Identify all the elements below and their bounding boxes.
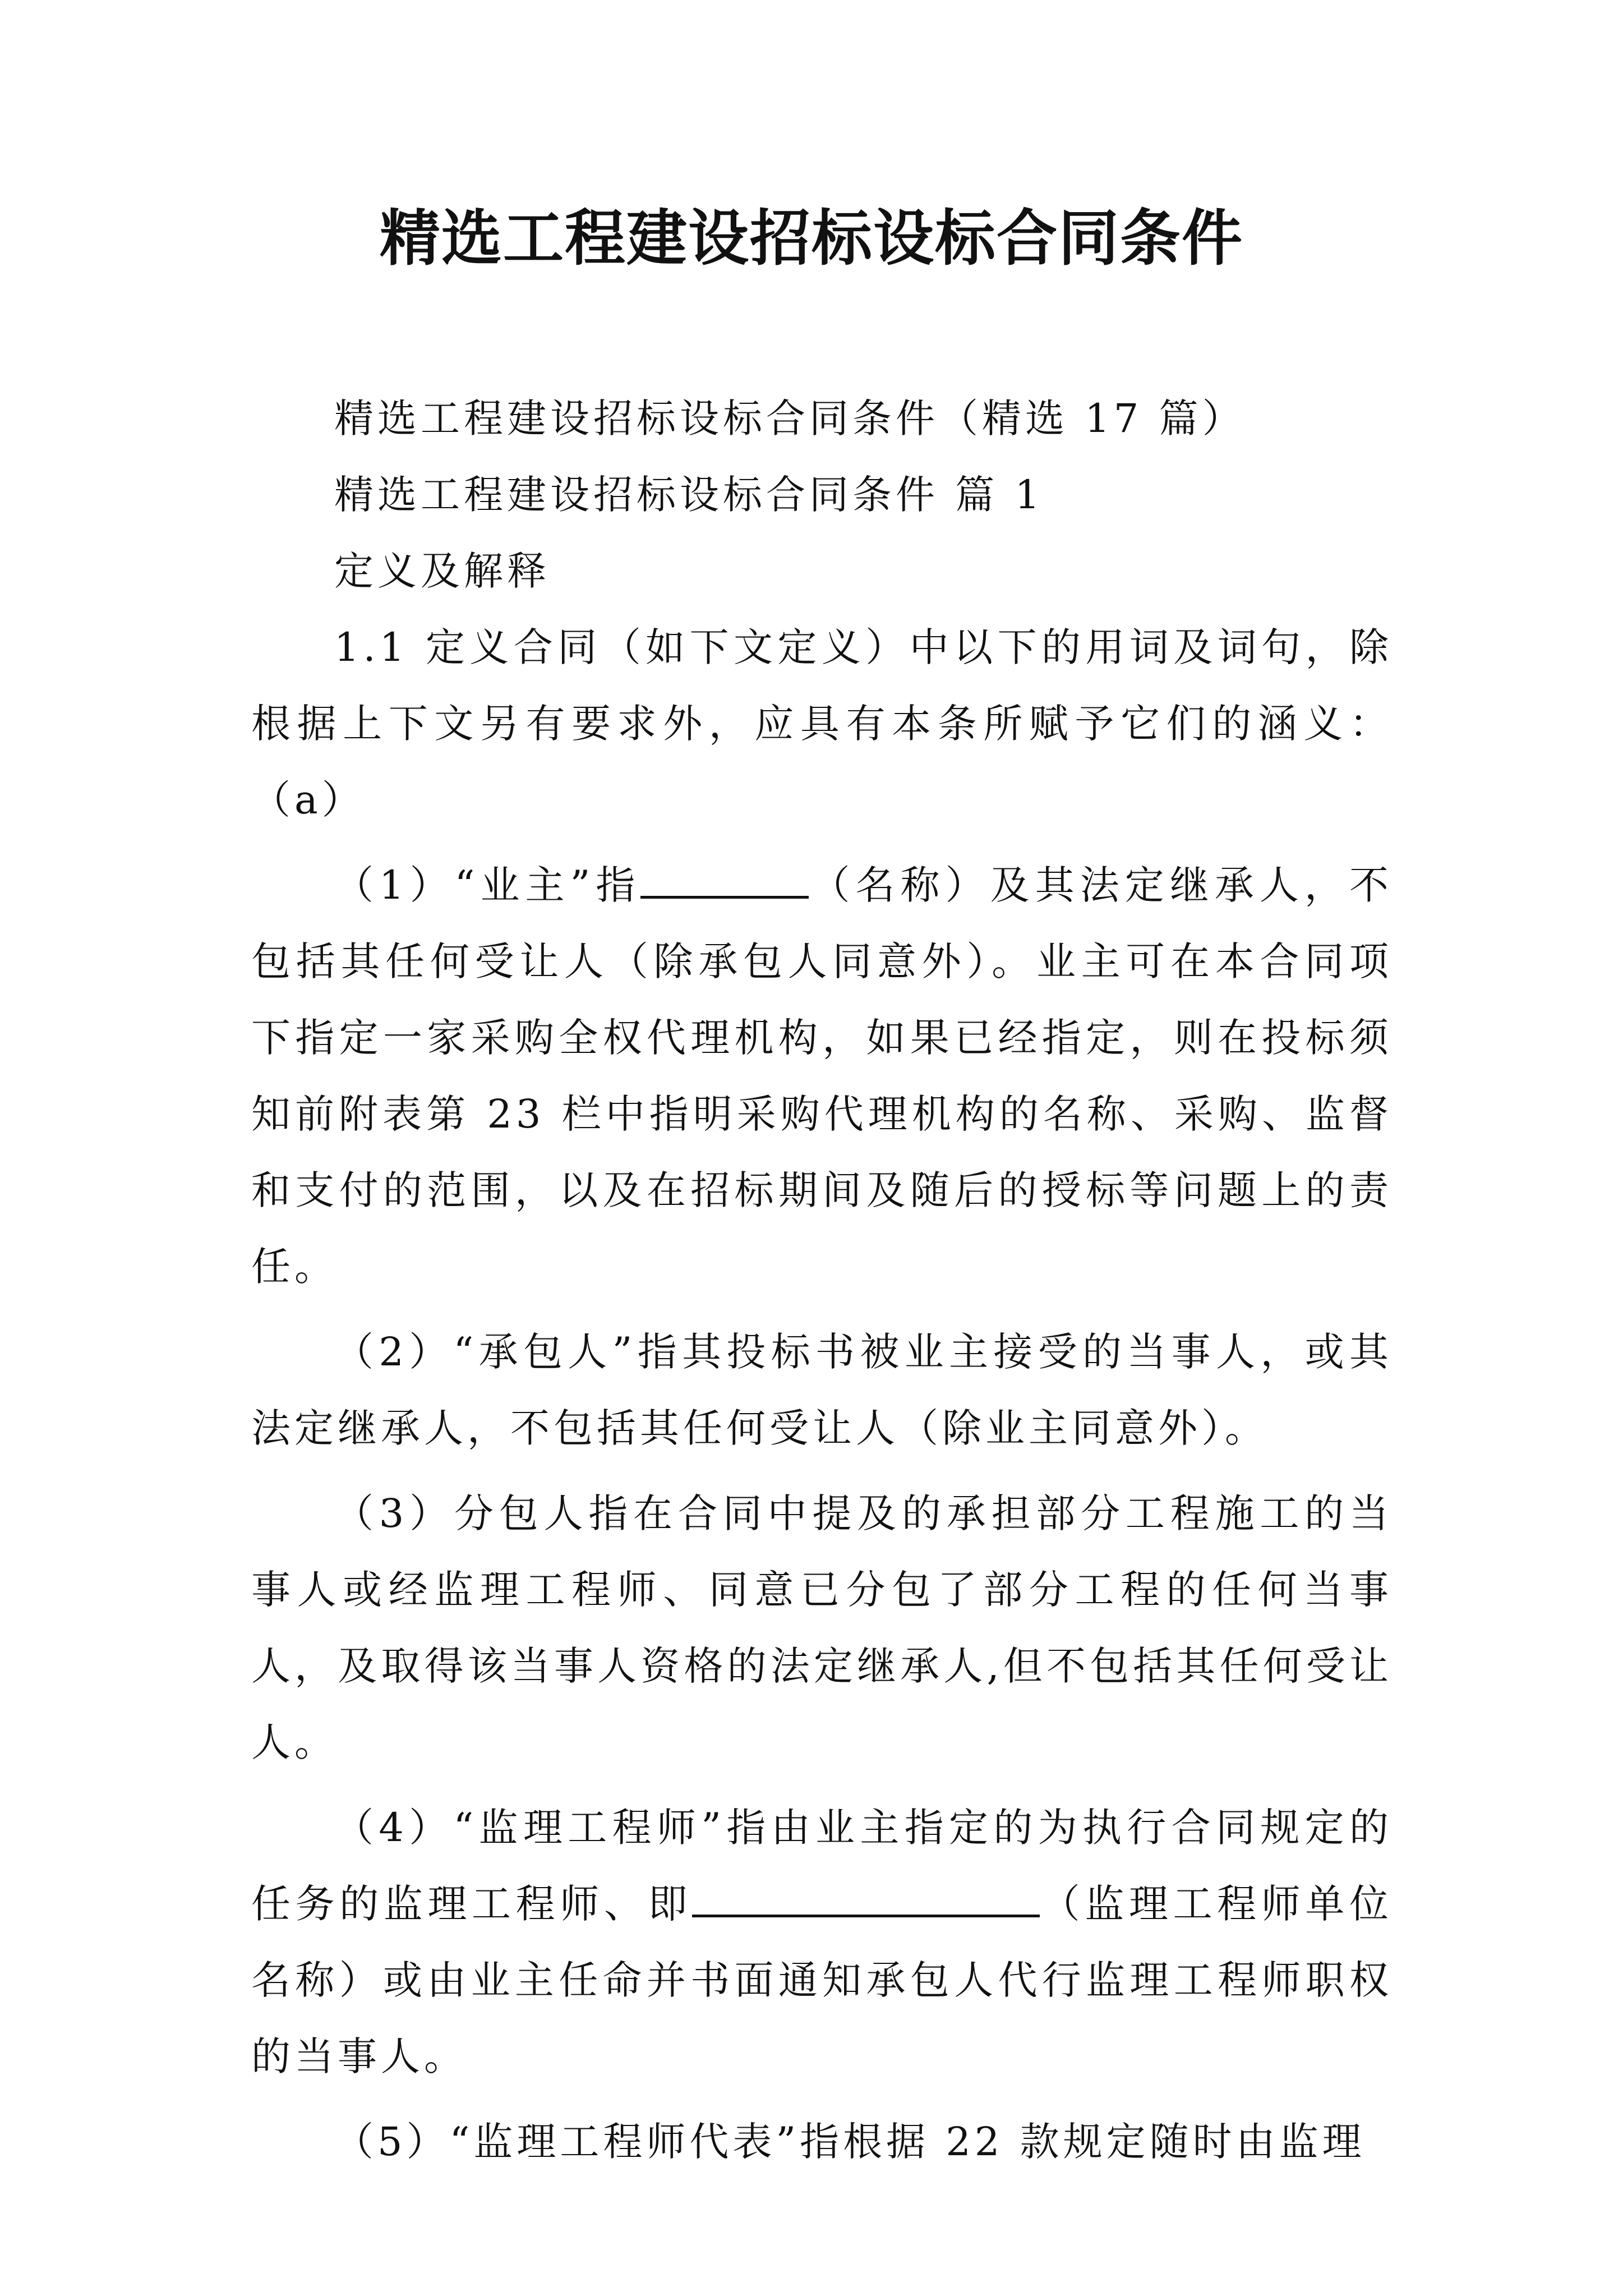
- owner-definition-rest: （名称）及其法定继承人，不包括其任何受让人（除承包人同意外）。业主可在本合同项下指定一家采购全权代理机构，如果已经指定，则在投标须知前附表第 23 栏中指明采购代理机构的名称、采购、监督和支付的范围，以及在招标期间及随后的授标等问题上的责任。: [251, 862, 1393, 1290]
- engineer-name-blank: [692, 1879, 1040, 1917]
- engineer-definition-lead: （4）“监理工程师”指由业主指定的为执行合同规定的任务的监理工程师、即: [251, 1805, 1393, 1927]
- paragraph-section-heading: 精选工程建设招标设标合同条件 篇 1: [334, 472, 1044, 518]
- owner-name-blank: [640, 860, 809, 899]
- owner-definition-lead: （1）“业主”指: [334, 862, 641, 908]
- paragraph-contractor-definition: （2）“承包人”指其投标书被业主接受的当事人，或其法定继承人，不包括其任何受让人（除业主同意外）。: [251, 1329, 1393, 1451]
- paragraph-subtitle: 精选工程建设招标设标合同条件（精选 17 篇）: [334, 395, 1246, 441]
- document-body: [251, 380, 1393, 2180]
- paragraph-owner-definition: [251, 847, 1393, 1305]
- document-title: 精选工程建设招标设标合同条件: [379, 203, 1243, 274]
- paragraph-definitions-heading: 定义及解释: [334, 548, 550, 594]
- paragraph-engineer-definition: [251, 1789, 1393, 2095]
- paragraph-1-1: 1.1 定义合同（如下文定义）中以下的用词及词句，除根据上下文另有要求外，应具有本条所赋予它们的涵义：（a）: [251, 624, 1393, 823]
- paragraph-subcontractor-definition: （3）分包人指在合同中提及的承担部分工程施工的当事人或经监理工程师、同意已分包了部分工程的任何当事人，及取得该当事人资格的法定继承人,但不包括其任何受让人。: [251, 1490, 1393, 1765]
- engineer-definition-rest: （监理工程师单位名称）或由业主任命并书面通知承包人代行监理工程师职权的当事人。: [251, 1881, 1393, 2079]
- paragraph-engineer-representative: （5）“监理工程师代表”指根据 22 款规定随时由监理: [334, 2119, 1366, 2165]
